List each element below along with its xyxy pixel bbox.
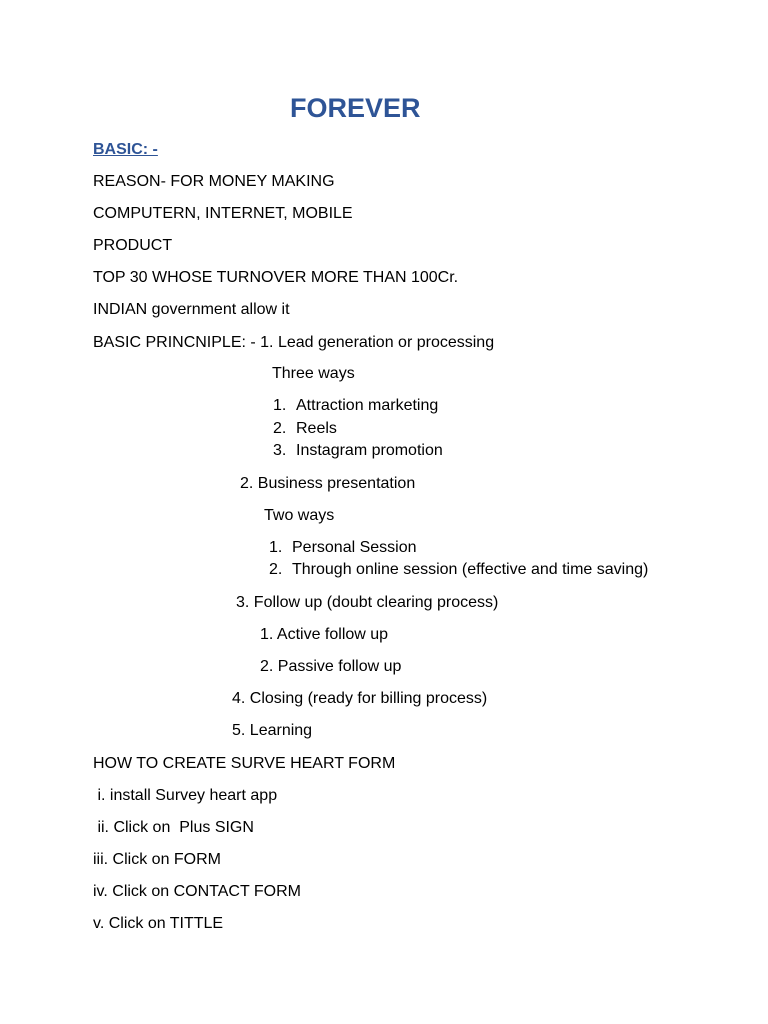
closing-line: 4. Closing (ready for billing process) <box>232 690 488 707</box>
reason-line: REASON- FOR MONEY MAKING <box>93 173 335 190</box>
survey-step: iii. Click on FORM <box>93 851 222 868</box>
list-item-number: 2. <box>269 561 283 578</box>
list-item-number: 2. <box>273 420 287 437</box>
principle-line: BASIC PRINCNIPLE: - 1. Lead generation or processing <box>93 334 495 351</box>
indian-line: INDIAN government allow it <box>93 301 290 318</box>
document-title: FOREVER <box>290 93 421 123</box>
list-item <box>273 419 337 439</box>
list-item-text: Instagram promotion <box>296 442 443 459</box>
top30-line: TOP 30 WHOSE TURNOVER MORE THAN 100Cr. <box>93 269 459 286</box>
list-item-number: 3. <box>273 442 287 459</box>
survey-step: iv. Click on CONTACT FORM <box>93 883 302 900</box>
product-line: PRODUCT <box>93 237 173 254</box>
business-presentation-heading: 2. Business presentation <box>240 475 416 492</box>
list-item-number: 1. <box>273 397 287 414</box>
list-item <box>269 538 417 558</box>
survey-step: i. install Survey heart app <box>93 787 278 804</box>
list-item-text: Reels <box>296 420 337 437</box>
computer-line: COMPUTERN, INTERNET, MOBILE <box>93 205 353 222</box>
three-ways-label: Three ways <box>272 365 355 382</box>
list-item-number: 1. <box>269 539 283 556</box>
list-item: 2. Passive follow up <box>260 658 402 675</box>
learning-line: 5. Learning <box>232 722 313 739</box>
two-ways-label: Two ways <box>264 507 335 524</box>
list-item <box>269 560 648 580</box>
follow-up-heading: 3. Follow up (doubt clearing process) <box>236 594 499 611</box>
list-item-text: Through online session (effective and time saving) <box>292 561 649 578</box>
list-item <box>273 396 438 416</box>
list-item: 1. Active follow up <box>260 626 389 643</box>
basic-heading: BASIC: - <box>93 141 158 158</box>
survey-heading: HOW TO CREATE SURVE HEART FORM <box>93 755 396 772</box>
list-item-text: Personal Session <box>292 539 417 556</box>
survey-step: v. Click on TITTLE <box>93 915 224 932</box>
list-item-text: Attraction marketing <box>296 397 439 414</box>
list-item <box>273 441 443 461</box>
survey-step: ii. Click on Plus SIGN <box>93 819 254 836</box>
